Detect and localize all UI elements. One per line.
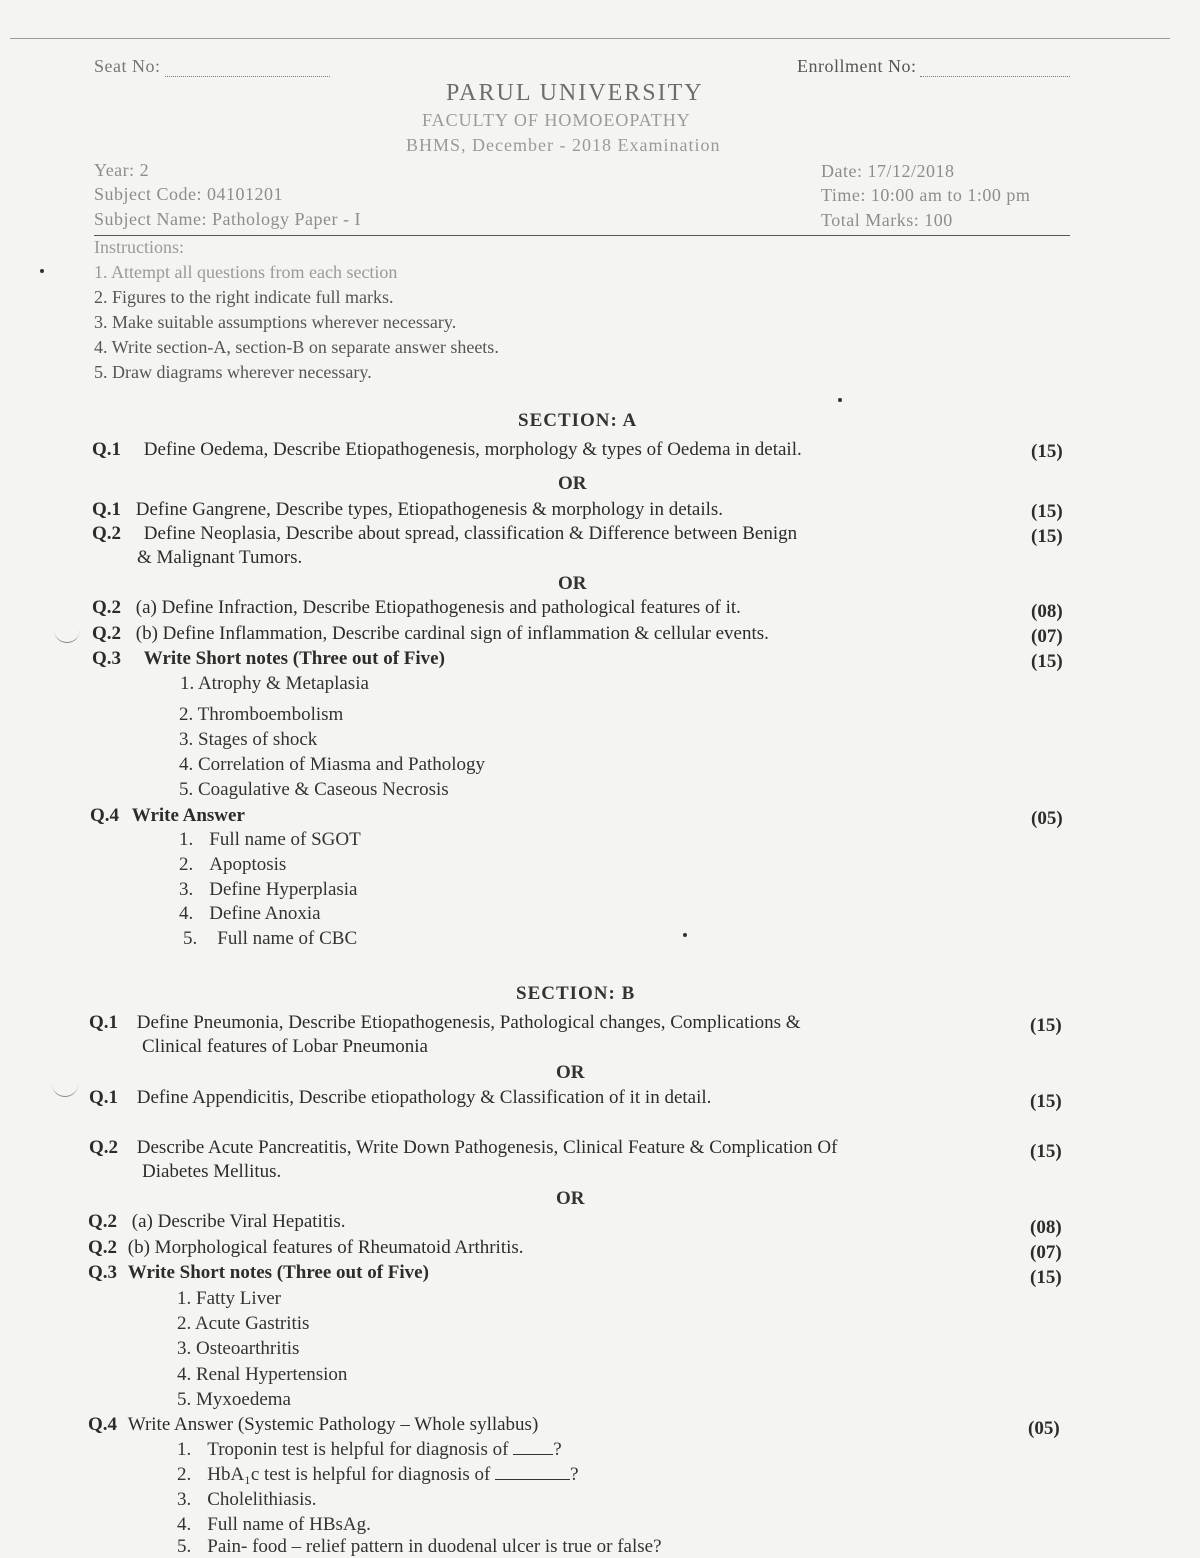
- exam-name: BHMS, December - 2018 Examination: [406, 135, 721, 155]
- short-note-item: 4. Correlation of Miasma and Pathology: [179, 754, 486, 775]
- section-b-q1-pneumonia: [89, 1012, 801, 1034]
- answer-item-text: Full name of CBC: [217, 928, 358, 949]
- exam-time: Time: 10:00 am to 1:00 pm: [821, 185, 1031, 205]
- exam-date: Date: 17/12/2018: [821, 161, 955, 181]
- year: Year: 2: [94, 160, 150, 180]
- answer-item: [177, 1464, 579, 1486]
- question-marks: (15): [1031, 441, 1063, 462]
- scan-speck: [838, 398, 842, 402]
- section-b-title: SECTION: B: [516, 983, 636, 1004]
- question-number: Q.4: [88, 1414, 118, 1435]
- answer-item-text: Full name of HBsAg.: [207, 1514, 371, 1535]
- answer-blank: [495, 1464, 570, 1480]
- short-note-item: 5. Myxoedema: [177, 1389, 291, 1410]
- answer-item: [179, 903, 321, 925]
- question-marks: (08): [1030, 1217, 1062, 1238]
- or-separator: OR: [558, 473, 587, 494]
- instruction-item: 2. Figures to the right indicate full marks.: [94, 287, 394, 307]
- section-a-q2a-infarction: [92, 597, 741, 619]
- answer-suffix: ?: [553, 1439, 562, 1460]
- question-number: Q.2: [88, 1211, 118, 1232]
- question-text: Write Answer (Systemic Pathology – Whole syllabus): [127, 1414, 539, 1435]
- seat-no-field: [94, 56, 330, 77]
- question-marks: (05): [1031, 808, 1063, 829]
- pencil-mark: [52, 1082, 78, 1097]
- scan-speck: [40, 269, 44, 273]
- question-marks: (15): [1031, 651, 1063, 672]
- instructions-title: Instructions:: [94, 237, 184, 257]
- section-b-q2b-rheumatoid: [88, 1237, 524, 1259]
- question-text-continued: Clinical features of Lobar Pneumonia: [142, 1036, 428, 1057]
- section-a-q2-neoplasia: [92, 523, 797, 545]
- answer-item-text: Apoptosis: [209, 854, 287, 875]
- question-marks: (07): [1030, 1242, 1062, 1263]
- question-text: Define Appendicitis, Describe etiopathology & Classification of it in detail.: [136, 1087, 712, 1108]
- question-number: Q.1: [92, 439, 122, 460]
- question-marks: (15): [1030, 1141, 1062, 1162]
- question-text-continued: Diabetes Mellitus.: [142, 1161, 282, 1182]
- answer-item-number: 3.: [179, 879, 194, 900]
- answer-blank: [513, 1439, 553, 1455]
- short-note-item: 1. Atrophy & Metaplasia: [180, 673, 369, 694]
- pencil-mark: [54, 628, 80, 643]
- section-b-q3-short-notes: [88, 1262, 429, 1284]
- instruction-item: 5. Draw diagrams wherever necessary.: [94, 362, 372, 382]
- section-a-title: SECTION: A: [518, 410, 638, 431]
- question-marks: (15): [1030, 1015, 1062, 1036]
- answer-item-number: 4.: [179, 903, 194, 924]
- answer-item-number: 4.: [177, 1514, 192, 1535]
- answer-item: [177, 1514, 371, 1536]
- question-number: Q.1: [92, 499, 122, 520]
- or-separator: OR: [556, 1062, 585, 1083]
- question-text: Define Pneumonia, Describe Etiopathogenesis, Pathological changes, Complications &: [136, 1012, 801, 1033]
- answer-item-number: 5.: [183, 928, 198, 949]
- question-text: (b) Define Inflammation, Describe cardinal sign of inflammation & cellular events.: [135, 623, 769, 644]
- answer-item: [177, 1489, 317, 1511]
- short-note-item: 1. Fatty Liver: [177, 1288, 281, 1309]
- question-marks: (15): [1031, 526, 1063, 547]
- section-b-q4-write-answer: [88, 1414, 538, 1436]
- question-text-continued: & Malignant Tumors.: [137, 547, 303, 568]
- short-note-item: 5. Coagulative & Caseous Necrosis: [179, 779, 449, 800]
- faculty-name: FACULTY OF HOMOEOPATHY: [422, 110, 691, 130]
- answer-item: [179, 854, 286, 876]
- scan-speck: [683, 933, 687, 937]
- question-marks: (05): [1028, 1418, 1060, 1439]
- question-text: Write Short notes (Three out of Five): [143, 648, 445, 669]
- section-a-q4-write-answer: [90, 805, 245, 827]
- answer-item-number: 3.: [177, 1489, 192, 1510]
- answer-item: [177, 1536, 662, 1558]
- total-marks: Total Marks: 100: [821, 210, 953, 230]
- question-number: Q.2: [88, 1237, 118, 1258]
- question-text: Write Short notes (Three out of Five): [127, 1262, 429, 1283]
- section-b-q2a-hepatitis: [88, 1211, 346, 1233]
- question-number: Q.2: [92, 597, 122, 618]
- enrollment-no-label: Enrollment No:: [797, 56, 917, 76]
- answer-item-number: 2.: [177, 1464, 192, 1485]
- answer-item-number: 5.: [177, 1536, 192, 1557]
- answer-suffix: ?: [570, 1464, 579, 1485]
- answer-item: [177, 1439, 562, 1461]
- header-divider: [94, 235, 1070, 236]
- short-note-item: 2. Acute Gastritis: [177, 1313, 310, 1334]
- question-text: Describe Acute Pancreatitis, Write Down Pathogenesis, Clinical Feature & Complication Of: [136, 1137, 838, 1158]
- or-separator: OR: [556, 1188, 585, 1209]
- answer-item-text: Define Hyperplasia: [209, 879, 358, 900]
- short-note-item: 3. Stages of shock: [179, 729, 318, 750]
- answer-item-text: Troponin test is helpful for diagnosis of: [207, 1439, 509, 1460]
- question-marks: (07): [1031, 626, 1063, 647]
- question-marks: (15): [1030, 1267, 1062, 1288]
- question-text: (a) Describe Viral Hepatitis.: [131, 1211, 346, 1232]
- question-text: Define Gangrene, Describe types, Etiopathogenesis & morphology in details.: [135, 499, 724, 520]
- top-border: [10, 38, 1170, 39]
- question-number: Q.3: [92, 648, 122, 669]
- answer-item-text: Full name of SGOT: [209, 829, 361, 850]
- subject-code: Subject Code: 04101201: [94, 184, 283, 204]
- seat-no-blank: [165, 60, 330, 77]
- answer-item: [183, 928, 357, 950]
- section-a-q1-gangrene: [92, 499, 723, 521]
- answer-item-text: Cholelithiasis.: [207, 1489, 317, 1510]
- question-text: Write Answer: [131, 805, 245, 826]
- enrollment-no-field: [797, 56, 1070, 77]
- question-number: Q.2: [89, 1137, 119, 1158]
- short-note-item: 4. Renal Hypertension: [177, 1364, 348, 1385]
- section-a-q3-short-notes: [92, 648, 445, 670]
- question-number: Q.3: [88, 1262, 118, 1283]
- question-number: Q.1: [89, 1012, 119, 1033]
- answer-item-text: HbA₁c test is helpful for diagnosis of: [207, 1464, 491, 1485]
- section-b-q1-appendicitis: [89, 1087, 711, 1109]
- section-b-q2-pancreatitis: [89, 1137, 837, 1159]
- answer-item: [179, 829, 361, 851]
- instruction-item: 1. Attempt all questions from each section: [94, 262, 398, 282]
- question-number: Q.1: [89, 1087, 119, 1108]
- question-marks: (15): [1030, 1091, 1062, 1112]
- question-text: Define Neoplasia, Describe about spread, classification & Difference between Benign: [143, 523, 798, 544]
- instruction-item: 3. Make suitable assumptions wherever necessary.: [94, 312, 457, 332]
- short-note-item: 3. Osteoarthritis: [177, 1338, 300, 1359]
- question-text: (a) Define Infraction, Describe Etiopathogenesis and pathological features of it.: [135, 597, 741, 618]
- question-number: Q.2: [92, 623, 122, 644]
- or-separator: OR: [558, 573, 587, 594]
- answer-item-number: 1.: [179, 829, 194, 850]
- subject-name: Subject Name: Pathology Paper - I: [94, 209, 361, 229]
- question-text: Define Oedema, Describe Etiopathogenesis, morphology & types of Oedema in detail.: [143, 439, 802, 460]
- university-name: PARUL UNIVERSITY: [446, 80, 704, 106]
- section-a-q2b-inflammation: [92, 623, 769, 645]
- answer-item: [179, 879, 358, 901]
- short-note-item: 2. Thromboembolism: [179, 704, 344, 725]
- question-text: (b) Morphological features of Rheumatoid Arthritis.: [127, 1237, 524, 1258]
- instruction-item: 4. Write section-A, section-B on separate answer sheets.: [94, 337, 499, 357]
- answer-item-number: 1.: [177, 1439, 192, 1460]
- section-a-q1-oedema: [92, 439, 802, 461]
- question-marks: (08): [1031, 601, 1063, 622]
- seat-no-label: Seat No:: [94, 56, 161, 76]
- answer-item-text: Define Anoxia: [209, 903, 321, 924]
- question-number: Q.2: [92, 523, 122, 544]
- question-marks: (15): [1031, 501, 1063, 522]
- answer-item-number: 2.: [179, 854, 194, 875]
- enrollment-no-blank: [920, 60, 1070, 77]
- question-number: Q.4: [90, 805, 120, 826]
- answer-item-text: Pain- food – relief pattern in duodenal ulcer is true or false?: [207, 1536, 662, 1557]
